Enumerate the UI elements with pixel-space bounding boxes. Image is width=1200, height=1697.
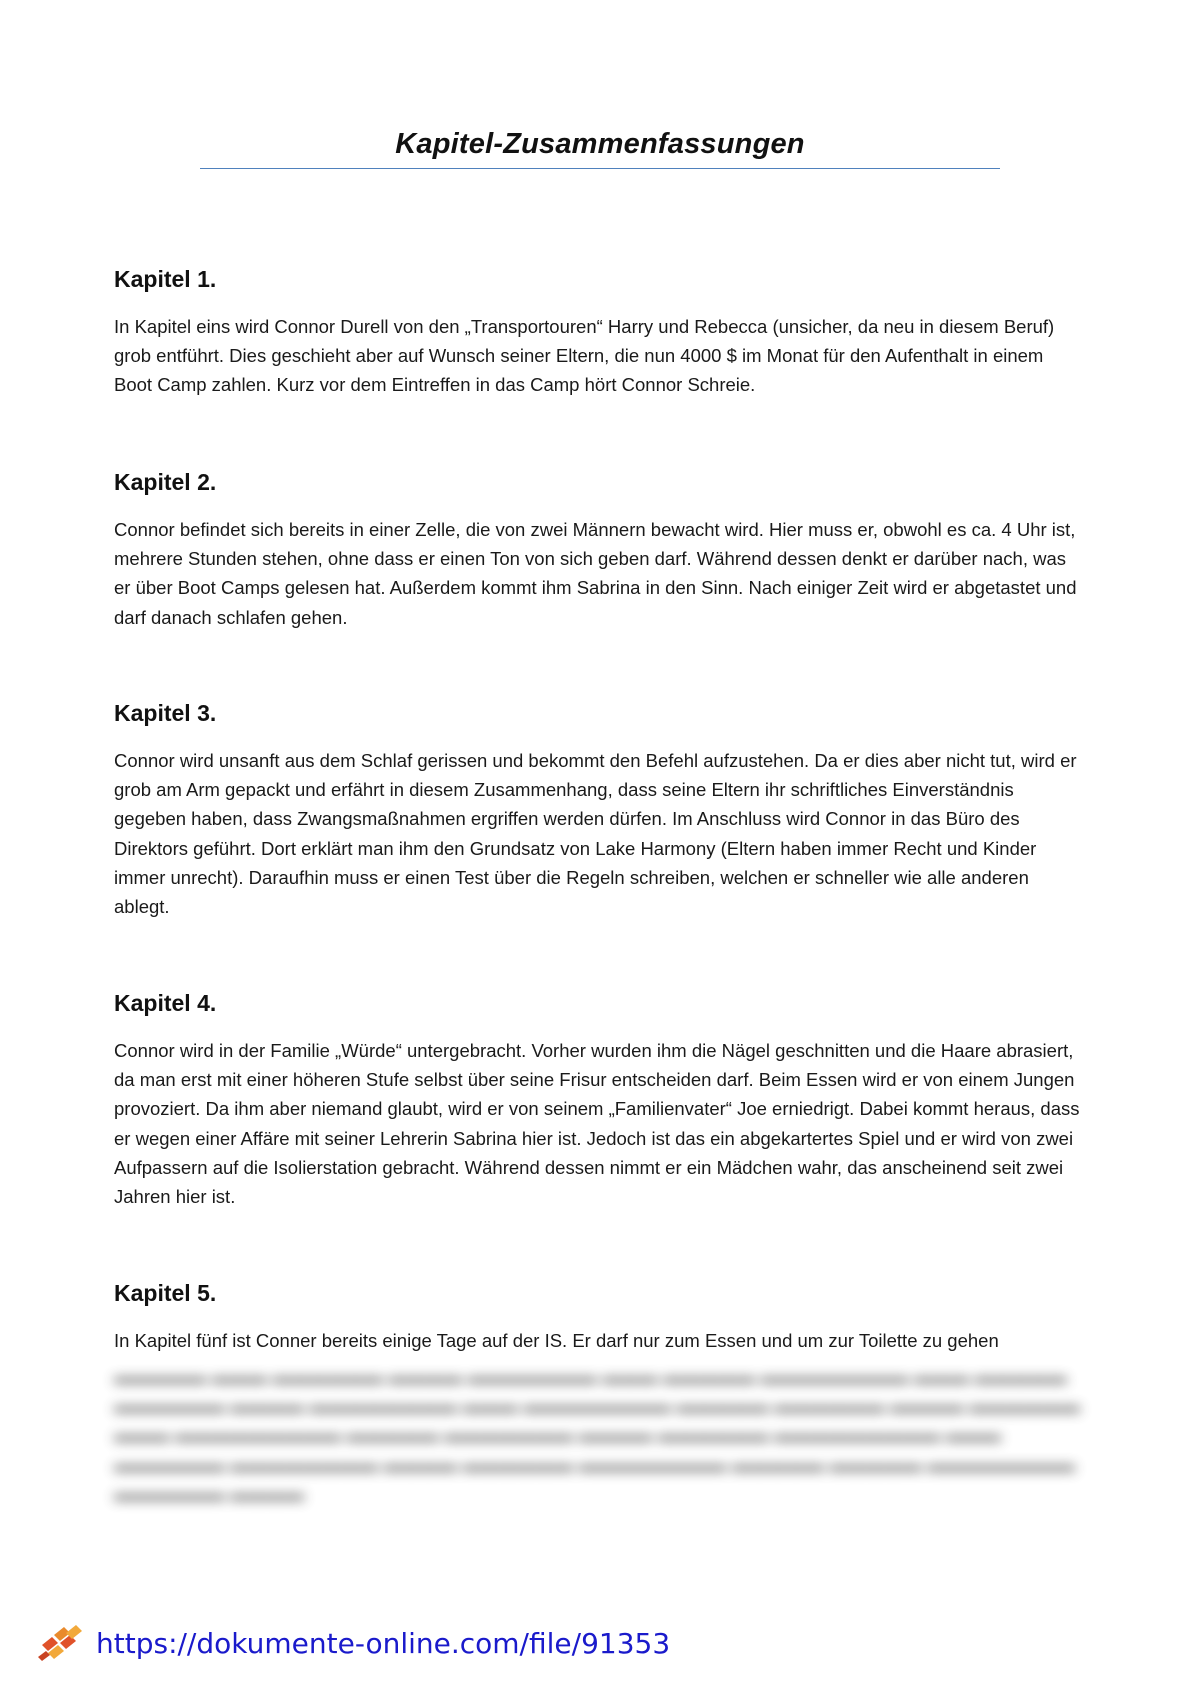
- chapter-section: [114, 264, 1084, 400]
- chapter-heading: Kapitel 3.: [114, 700, 217, 726]
- source-footer: [36, 1622, 670, 1664]
- chapter-text: In Kapitel eins wird Connor Durell von den „Transportouren“ Harry und Rebecca (unsicher, da neu in diesem Beruf) grob entführt. Dies geschieht aber auf Wunsch seiner Eltern, die nun 4000 $ im Monat für den Aufenthalt in einem Boot Camp zahlen. Kurz vor dem Eintreffen in das Camp hört Connor Schreie.: [114, 316, 1055, 396]
- title-underline: [200, 168, 1000, 169]
- chapter-heading: Kapitel 4.: [114, 990, 217, 1016]
- chapter-section: [114, 1278, 1084, 1355]
- chapter-text: In Kapitel fünf ist Conner bereits einige Tage auf der IS. Er darf nur zum Essen und um zur Toilette zu gehen: [114, 1330, 999, 1351]
- chapter-text: Connor wird unsanft aus dem Schlaf gerissen und bekommt den Befehl aufzustehen. Da er dies aber nicht tut, wird er grob am Arm gepackt und erfährt in diesem Zusammenhang, dass seine Eltern ihr schriftliches Einverständnis gegeben haben, dass Zwangsmaßnahmen ergriffen werden dürfen. Im Anschluss wird Connor in das Büro des Direktors geführt. Dort erklärt man ihm den Grundsatz von Lake Harmony (Eltern haben immer Recht und Kinder immer unrecht). Daraufhin muss er einen Test über die Regeln schreiben, welchen er schneller wie alle anderen ablegt.: [114, 750, 1077, 918]
- dokumente-online-logo-icon: [36, 1623, 84, 1663]
- source-link[interactable]: https://dokumente-online.com/file/91353: [96, 1626, 671, 1660]
- page-title: Kapitel-Zusammenfassungen: [395, 128, 805, 160]
- chapter-heading: Kapitel 1.: [114, 266, 217, 292]
- chapter-section: [114, 467, 1084, 632]
- chapter-heading: Kapitel 5.: [114, 1280, 217, 1306]
- blurred-preview-text: ▬▬▬▬▬ ▬▬▬ ▬▬▬▬▬▬ ▬▬▬▬ ▬▬▬▬▬▬▬ ▬▬▬ ▬▬▬▬▬ ▬▬▬▬▬▬▬▬ ▬▬▬ ▬▬▬▬▬ ▬▬▬▬▬▬ ▬▬▬▬ ▬▬▬▬▬▬▬▬ ▬▬▬ ▬▬▬▬▬▬▬▬ ▬▬▬▬▬ ▬▬▬▬▬▬ ▬▬▬▬ ▬▬▬▬▬▬ ▬▬▬ ▬▬▬▬▬▬▬▬▬ ▬▬▬▬▬ ▬▬▬▬▬▬▬ ▬▬▬▬ ▬▬▬▬▬▬ ▬▬▬▬▬▬▬▬▬ ▬▬▬ ▬▬▬▬▬▬ ▬▬▬▬▬▬▬▬ ▬▬▬▬ ▬▬▬▬▬▬ ▬▬▬▬▬▬▬▬ ▬▬▬▬▬ ▬▬▬▬▬ ▬▬▬▬▬▬▬▬ ▬▬▬▬▬▬ ▬▬▬▬: [114, 1366, 1081, 1504]
- chapter-text: Connor wird in der Familie „Würde“ untergebracht. Vorher wurden ihm die Nägel geschnitten und die Haare abrasiert, da man erst mit einer höheren Stufe selbst über seine Frisur entscheiden darf. Beim Essen wird er von einem Jungen provoziert. Da ihm aber niemand glaubt, wird er von seinem „Familienvater“ Joe erniedrigt. Dabei kommt heraus, dass er wegen einer Affäre mit seiner Lehrerin Sabrina hier ist. Jedoch ist das ein abgekartertes Spiel und er wird von zwei Aufpassern auf die Isolierstation gebracht. Während dessen nimmt er ein Mädchen wahr, das anscheinend seit zwei Jahren hier ist.: [114, 1040, 1080, 1208]
- chapter-heading: Kapitel 2.: [114, 469, 217, 495]
- chapter-text: Connor befindet sich bereits in einer Zelle, die von zwei Männern bewacht wird. Hier muss er, obwohl es ca. 4 Uhr ist, mehrere Stunden stehen, ohne dass er einen Ton von sich geben darf. Während dessen denkt er darüber nach, was er über Boot Camps gelesen hat. Außerdem kommt ihm Sabrina in den Sinn. Nach einiger Zeit wird er abgetastet und darf danach schlafen gehen.: [114, 519, 1077, 628]
- chapter-section: [114, 698, 1084, 921]
- chapter-section: [114, 988, 1084, 1211]
